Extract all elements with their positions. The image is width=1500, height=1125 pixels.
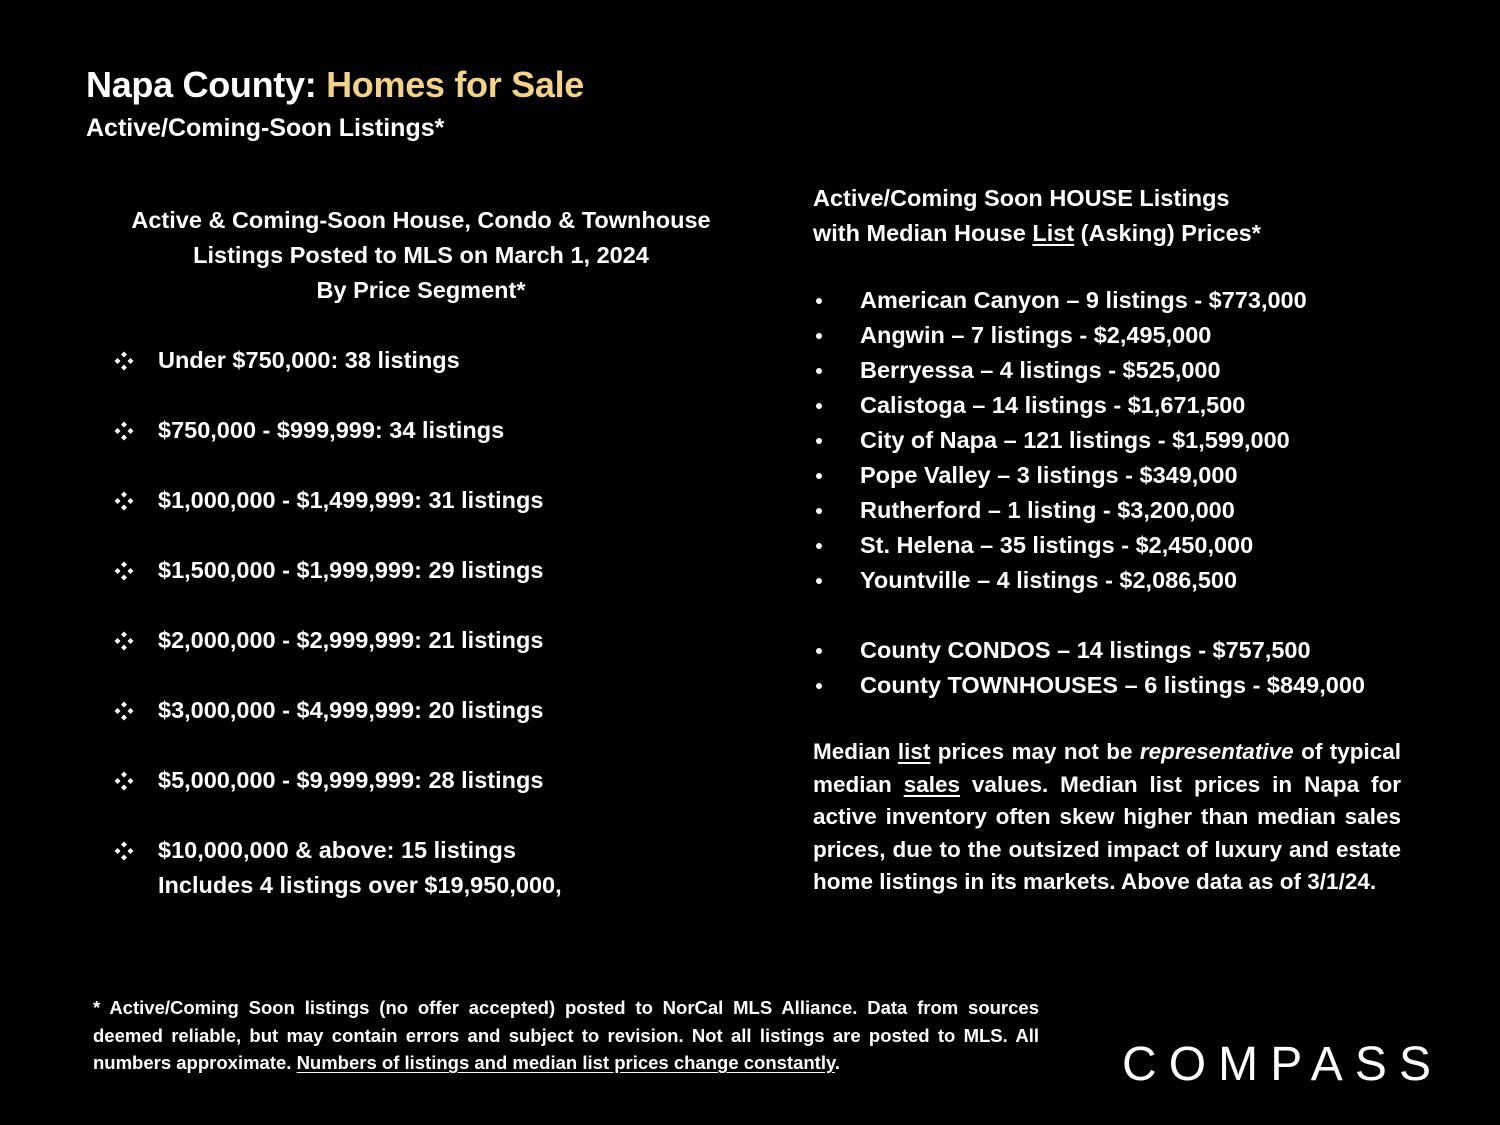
house-listing-item: Berryessa – 4 listings - $525,000: [813, 353, 1307, 388]
price-segment-list: [112, 343, 562, 903]
price-segment-heading: [96, 203, 746, 308]
house-listing-item: Calistoga – 14 listings - $1,671,500: [813, 388, 1307, 423]
four-diamond-bullet-icon: [112, 763, 136, 798]
price-segment-text: $10,000,000 & above: 15 listings: [158, 837, 516, 863]
compass-logo-svg: [1122, 1033, 1442, 1093]
price-segment-text: Under $750,000: 38 listings: [158, 347, 460, 373]
compass-logo-text: COMPASS: [1122, 1038, 1440, 1091]
four-diamond-bullet-icon: [112, 833, 136, 868]
title-prefix: Napa County:: [86, 64, 327, 105]
four-diamond-bullet-icon: [112, 623, 136, 658]
house-listing-item: American Canyon – 9 listings - $773,000: [813, 283, 1307, 318]
four-diamond-bullet-icon: [112, 343, 136, 378]
house-listing-item: Yountville – 4 listings - $2,086,500: [813, 563, 1307, 598]
title-highlight: Homes for Sale: [326, 64, 584, 105]
price-segment-item: [112, 553, 562, 623]
page-subtitle: Active/Coming-Soon Listings*: [86, 114, 445, 142]
price-segment-text: $1,000,000 - $1,499,999: 31 listings: [158, 487, 544, 513]
four-diamond-bullet-icon: [112, 413, 136, 448]
price-segment-item: [112, 413, 562, 483]
price-segment-text: $3,000,000 - $4,999,999: 20 listings: [158, 697, 544, 723]
four-diamond-bullet-icon: [112, 553, 136, 588]
house-listing-item: Pope Valley – 3 listings - $349,000: [813, 458, 1307, 493]
house-listing-item: City of Napa – 121 listings - $1,599,000: [813, 423, 1307, 458]
median-disclaimer: Median list prices may not be representative of typical median sales values. Median list prices in Napa for active inventory often skew higher than median sales prices, due to the outsized impact of luxury and estate home listings in its markets. Above data as of 3/1/24.: [813, 739, 1401, 894]
price-segment-text: $5,000,000 - $9,999,999: 28 listings: [158, 767, 544, 793]
house-listings-heading-line2: with Median House List (Asking) Prices*: [813, 220, 1261, 246]
price-segment-text: $750,000 - $999,999: 34 listings: [158, 417, 505, 443]
four-diamond-bullet-icon: [112, 483, 136, 518]
house-listing-item: Rutherford – 1 listing - $3,200,000: [813, 493, 1307, 528]
price-segment-text: $1,500,000 - $1,999,999: 29 listings: [158, 557, 544, 583]
compass-logo: [1122, 1033, 1442, 1093]
condo-townhouse-item: County TOWNHOUSES – 6 listings - $849,000: [813, 668, 1365, 703]
house-listings-heading: [813, 181, 1261, 251]
house-listing-list: [813, 283, 1307, 598]
house-listing-item: Angwin – 7 listings - $2,495,000: [813, 318, 1307, 353]
page-title: [86, 62, 584, 108]
price-segment-item: [112, 763, 562, 833]
condo-townhouse-list: [813, 633, 1365, 703]
price-segment-item: [112, 833, 562, 903]
price-segment-heading-line: Active & Coming-Soon House, Condo & Townhouse: [131, 207, 711, 233]
price-segment-note: Includes 4 listings over $19,950,000,: [158, 872, 562, 898]
four-diamond-bullet-icon: [112, 693, 136, 728]
price-segment-item: [112, 343, 562, 413]
house-listing-item: St. Helena – 35 listings - $2,450,000: [813, 528, 1307, 563]
price-segment-item: [112, 693, 562, 763]
price-segment-heading-line: Listings Posted to MLS on March 1, 2024: [193, 242, 649, 268]
house-listings-heading-line1: Active/Coming Soon HOUSE Listings: [813, 185, 1230, 211]
price-segment-heading-line: By Price Segment*: [316, 277, 526, 303]
footnote: * Active/Coming Soon listings (no offer accepted) posted to NorCal MLS Alliance. Data from sources deemed reliable, but may contain errors and subject to revision. Not all listings are posted to MLS. All numbers approximate. Numbers of listings and median list prices change constantly.: [93, 997, 1039, 1073]
price-segment-text: $2,000,000 - $2,999,999: 21 listings: [158, 627, 544, 653]
condo-townhouse-item: County CONDOS – 14 listings - $757,500: [813, 633, 1365, 668]
price-segment-item: [112, 483, 562, 553]
price-segment-item: [112, 623, 562, 693]
